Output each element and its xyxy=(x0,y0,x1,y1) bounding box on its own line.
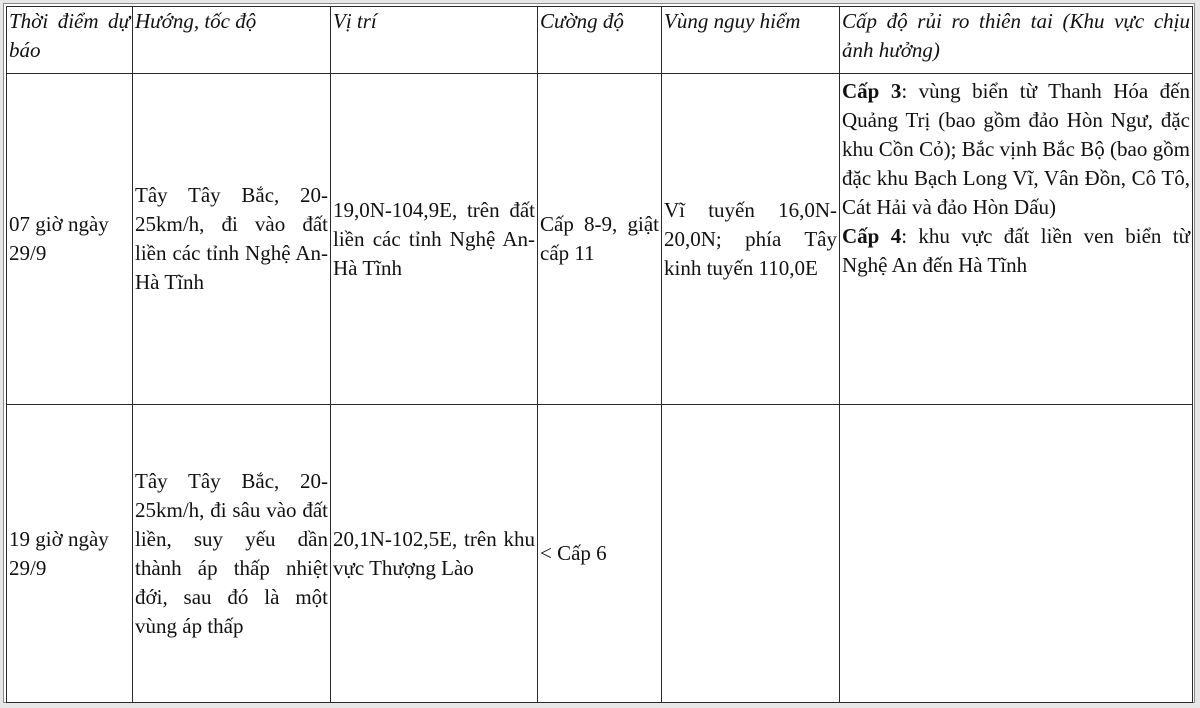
risk-level-4-text: : khu vực đất liền ven biển từ Nghệ An đến Hà Tĩnh xyxy=(842,224,1190,277)
cell-risk-level xyxy=(840,405,1193,703)
header-position: Vị trí xyxy=(331,7,538,74)
table-row xyxy=(7,74,1193,405)
header-risk-level: Cấp độ rủi ro thiên tai (Khu vực chịu ảnh hưởng) xyxy=(840,7,1193,74)
header-forecast-time: Thời điểm dự báo xyxy=(7,7,133,74)
risk-level-3-text: : vùng biển từ Thanh Hóa đến Quảng Trị (bao gồm đảo Hòn Ngư, đặc khu Cồn Cỏ); Bắc vịnh Bắc Bộ (bao gồm đặc khu Bạch Long Vĩ, Vân Đồn, Cô Tô, Cát Hải và đảo Hòn Dấu) xyxy=(842,79,1190,219)
table-header-row xyxy=(7,7,1193,74)
cell-position: 20,1N-102,5E, trên khu vực Thượng Lào xyxy=(331,405,538,703)
risk-level-3-line xyxy=(842,77,1190,222)
risk-level-3-label: Cấp 3 xyxy=(842,79,902,103)
header-intensity: Cường độ xyxy=(538,7,662,74)
cell-forecast-time: 19 giờ ngày 29/9 xyxy=(7,405,133,703)
cell-danger-zone xyxy=(662,405,840,703)
storm-forecast-table xyxy=(6,6,1193,703)
cell-forecast-time: 07 giờ ngày 29/9 xyxy=(7,74,133,405)
risk-level-4-line xyxy=(842,222,1190,280)
table-row xyxy=(7,405,1193,703)
cell-direction-speed: Tây Tây Bắc, 20-25km/h, đi vào đất liền các tỉnh Nghệ An-Hà Tĩnh xyxy=(133,74,331,405)
cell-intensity: Cấp 8-9, giật cấp 11 xyxy=(538,74,662,405)
header-danger-zone: Vùng nguy hiểm xyxy=(662,7,840,74)
cell-intensity: < Cấp 6 xyxy=(538,405,662,703)
forecast-table-frame xyxy=(3,3,1195,703)
cell-direction-speed: Tây Tây Bắc, 20-25km/h, đi sâu vào đất liền, suy yếu dần thành áp thấp nhiệt đới, sau đó là một vùng áp thấp xyxy=(133,405,331,703)
risk-level-4-label: Cấp 4 xyxy=(842,224,902,248)
cell-risk-level xyxy=(840,74,1193,405)
header-direction-speed: Hướng, tốc độ xyxy=(133,7,331,74)
cell-danger-zone: Vĩ tuyến 16,0N-20,0N; phía Tây kinh tuyến 110,0E xyxy=(662,74,840,405)
cell-position: 19,0N-104,9E, trên đất liền các tỉnh Nghệ An-Hà Tĩnh xyxy=(331,74,538,405)
